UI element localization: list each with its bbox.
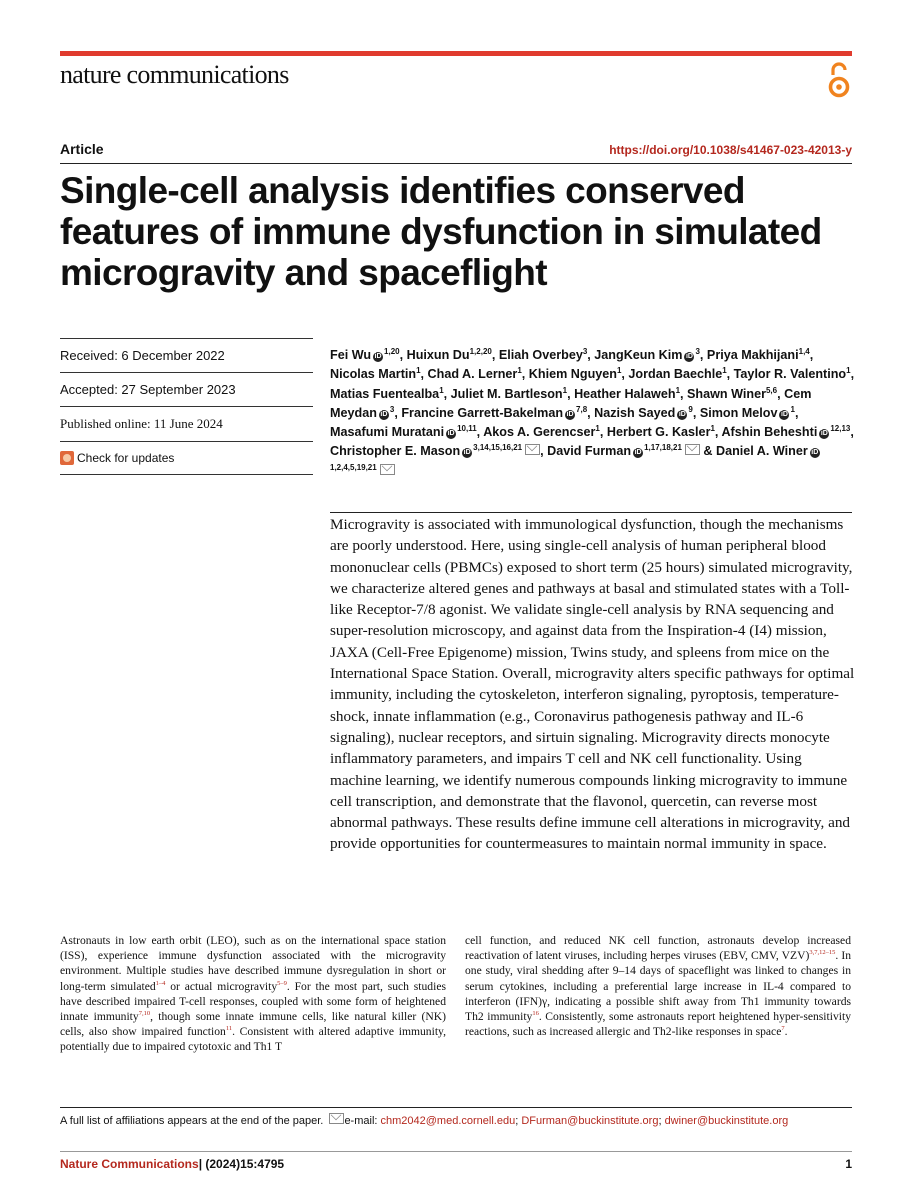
author-affiliation: 3 [389, 404, 395, 414]
affiliations-note: A full list of affiliations appears at the end of the paper. e-mail: chm2042@med.cornell.edu; DFurman@buckinstitute.org; dwiner@buckinstitute.org [60, 1115, 789, 1127]
orcid-icon[interactable]: iD [374, 353, 382, 360]
author-affiliation: 1 [846, 366, 851, 376]
author-name: Juliet M. Bartleson [450, 386, 563, 401]
orcid-icon[interactable]: iD [447, 430, 455, 438]
author-name: Cem Meydan [330, 386, 812, 420]
body-column-left: Astronauts in low earth orbit (LEO), such as on the international space station (ISS), experience immune dysfunction associated with the microgravity environment. Multiple studies have described immune dysregulation in short or long-term simulated$^{1-4}$ or actual microgravity$^{5-9}$. For the most part, such studies have described impaired T-cell responses, coupled with some form of heightened innate immunity$^{7,10}$, though some innate immune cells, like natural killer (NK) cells, also show impaired function$^{11}$. Consistent with altered adaptive immunity, potentially due to impaired cytotoxic and Th1 T [60, 934, 446, 1054]
author-name: Nicolas Martin [330, 367, 417, 382]
author-affiliation: 10,11 [457, 424, 477, 433]
author-name: Priya Makhijani [706, 348, 799, 362]
author-name: Afshin Beheshti [721, 425, 818, 440]
author-affiliation: 1 [416, 366, 421, 376]
email-icon[interactable] [685, 444, 700, 455]
orcid-icon[interactable]: iD [380, 410, 388, 418]
orcid-icon[interactable]: iD [780, 410, 788, 418]
page-number: 1 [845, 1157, 852, 1171]
orcid-icon[interactable]: iD [463, 449, 471, 457]
orcid-icon[interactable]: iD [678, 410, 686, 418]
author-affiliation: 1,2,20 [469, 346, 492, 356]
footer-divider [60, 1151, 852, 1152]
article-title: Single-cell analysis identifies conserved features of immune dysfunction in simulated microgravity and spaceflight [60, 170, 822, 293]
author-name: Herbert G. Kasler [606, 425, 711, 440]
reference-citation[interactable]: 3,7,12–15 [809, 949, 836, 957]
doi-link[interactable]: https://doi.org/10.1038/s41467-023-42013-y [609, 143, 852, 157]
author-list: Fei Wu iD$^{1,20}$, Huixun Du$^{1,2,20}$, Eliah Overbey$^3$, JangKeun Kim $iD^3$, Priya Makhijani$^{1,4}$, Nicolas Martin$^1$, Chad A. Lerner$^1$, Khiem Nguyen$^1$, Jordan Baechle$^1$, Taylor R. Valentino$^1$, Matias Fuentealba$^1$, Juliet M. Bartleson$^1$, Heather Halaweh$^1$, Shawn Winer$^{5,6}$, Cem Meydan $iD^3$, Francine Garrett-Bakelman iD$^{7,8}$, Nazish Sayed $iD^9$, Simon Melov $iD^1$, Masafumi Muratani iD$^{10,11}$, Akos A. Gerencser$^1$, Herbert G. Kasler$^1$, Afshin Beheshti iD$^{12,13}$, Christopher E. Mason iD$^{3,14,15,16,21}$ , David Furman iD$^{1,17,18,21}$ & Daniel A. Winer iD$^{1,2,4,5,19,21}$ [330, 346, 855, 481]
author-affiliation: 3 [582, 346, 588, 356]
author-affiliation: 1 [616, 366, 622, 376]
reference-citation[interactable]: 7,10 [138, 1010, 151, 1018]
open-access-icon [826, 62, 852, 98]
author-name: Taylor R. Valentino [733, 367, 847, 382]
email-icon [329, 1113, 344, 1124]
author-name: Jordan Baechle [628, 367, 723, 382]
author-name: Daniel A. Winer [715, 444, 808, 459]
header-divider [60, 163, 852, 164]
orcid-icon[interactable]: iD [811, 449, 819, 457]
author-name: Khiem Nguyen [528, 367, 617, 382]
author-name: Huixun Du [406, 348, 470, 362]
author-affiliation: 5,6 [765, 385, 778, 395]
reference-citation[interactable]: 16 [532, 1010, 539, 1018]
journal-name: nature communications [60, 60, 289, 89]
author-name: Nazish Sayed [594, 405, 676, 420]
orcid-icon[interactable]: iD [634, 449, 642, 457]
email-link-winer[interactable]: dwiner@buckinstitute.org [664, 1115, 789, 1127]
author-name: Heather Halaweh [574, 386, 676, 401]
author-affiliation: 1,20 [384, 346, 400, 356]
author-name: Masafumi Muratani [330, 425, 445, 440]
author-affiliation: 1 [439, 385, 444, 395]
author-name: Francine Garrett-Bakelman [401, 405, 564, 420]
published-date: Published online: 11 June 2024 [60, 406, 313, 441]
author-affiliation: 1,17,18,21 [644, 443, 682, 453]
footer-volume: | (2024)15:4795 [198, 1157, 285, 1171]
check-updates-button[interactable] [60, 441, 313, 475]
article-dates [60, 338, 313, 475]
reference-citation[interactable]: 1–4 [155, 979, 166, 987]
email-icon[interactable] [525, 444, 540, 455]
author-affiliation: 3,14,15,16,21 [473, 443, 523, 453]
footnote-divider [60, 1107, 852, 1108]
received-date: Received: 6 December 2022 [60, 338, 313, 372]
author-name: JangKeun Kim [594, 348, 683, 362]
author-affiliation: 1 [790, 404, 795, 414]
author-affiliation: 1 [562, 385, 568, 395]
email-label: e-mail: [344, 1115, 378, 1127]
article-type-label: Article [60, 141, 104, 157]
author-affiliation: 1,2,4,5,19,21 [330, 462, 377, 472]
author-name: Shawn Winer [687, 386, 766, 401]
orcid-icon[interactable]: iD [820, 430, 828, 438]
author-affiliation: 9 [688, 404, 693, 414]
author-affiliation: 1 [722, 366, 727, 376]
author-name: Simon Melov [699, 405, 778, 420]
footer-citation [60, 1157, 284, 1171]
author-name: Fei Wu [330, 348, 372, 362]
author-affiliation: 7,8 [576, 404, 588, 414]
abstract-divider [330, 512, 852, 513]
email-icon[interactable] [380, 464, 395, 475]
author-affiliation: 1 [710, 424, 715, 433]
email-link-mason[interactable]: chm2042@med.cornell.edu [380, 1115, 516, 1127]
abstract: Microgravity is associated with immunological dysfunction, though the mechanisms are poorly understood. Here, using single-cell analysis of human peripheral blood mononuclear cells (PBMCs) exposed to short term (25 hours) simulated microgravity, we characterize altered genes and pathways at basal and stimulated states with a Toll-like Receptor-7/8 agonist. We validate single-cell analysis by RNA sequencing and super-resolution microscopy, and against data from the Inspiration-4 (I4) mission, JAXA (Cell-Free Epigenome) mission, Twins study, and spleens from mice on the International Space Station. Overall, microgravity alters specific pathways for optimal immunity, including the cytoskeleton, interferon signaling, pyroptosis, temperature-shock, innate inflammation (e.g., Coronavirus pathogenesis pathway and IL-6 signaling), nuclear receptors, and sirtuin signaling. Microgravity directs monocyte inflammatory parameters, and impairs T cell and NK cell functionality. Using machine learning, we identify numerous compounds linking microgravity to immune cell transcription, and demonstrate that the flavonol, quercetin, can reverse most abnormal pathways. These results define immune cell alterations in microgravity, and provide opportunities for countermeasures to maintain normal immunity in space. [330, 516, 855, 853]
accepted-date: Accepted: 27 September 2023 [60, 372, 313, 406]
author-name: Christopher E. Mason [330, 444, 461, 459]
reference-citation[interactable]: 7 [781, 1025, 785, 1033]
orcid-icon[interactable]: iD [685, 353, 693, 360]
affiliations-text: A full list of affiliations appears at the end of the paper. [60, 1115, 324, 1127]
reference-citation[interactable]: 11 [225, 1025, 233, 1033]
author-affiliation: 12,13 [830, 424, 851, 433]
author-affiliation: 1 [517, 366, 522, 376]
author-affiliation: 1,4 [798, 346, 810, 356]
check-updates-label: Check for updates [77, 451, 175, 465]
author-affiliation: 3 [695, 346, 700, 356]
orcid-icon[interactable]: iD [566, 410, 574, 418]
author-affiliation: 1 [675, 385, 681, 395]
author-name: Akos A. Gerencser [483, 425, 596, 440]
check-updates-icon [60, 451, 74, 465]
footer-journal-name[interactable]: Nature Communications [60, 1157, 199, 1171]
author-name: David Furman [547, 444, 632, 459]
journal-accent-bar [60, 51, 852, 56]
body-column-right: cell function, and reduced NK cell function, astronauts develop increased reactivation of latent viruses, including herpes viruses (EBV, CMV, VZV)$^{3,7,12-15}$. In one study, viral shedding after 9–14 days of spaceflight was linked to changes in serum cytokines, including a preferential large increase in IL-4 compared to interferon (IFN)γ, indicating a possible shift away from Th1 immunity towards Th2 immunity$^{16}$. Consistently, some astronauts report heightened hyper-sensitivity reactions, such as increased allergic and Th2-like responses in space$^7$. [465, 934, 851, 1039]
author-name: Matias Fuentealba [330, 386, 440, 401]
reference-citation[interactable]: 5–9 [277, 979, 287, 987]
author-affiliation: 1 [595, 424, 600, 433]
author-name: Chad A. Lerner [427, 367, 518, 382]
email-link-furman[interactable]: DFurman@buckinstitute.org [521, 1115, 659, 1127]
author-name: Eliah Overbey [498, 348, 583, 362]
